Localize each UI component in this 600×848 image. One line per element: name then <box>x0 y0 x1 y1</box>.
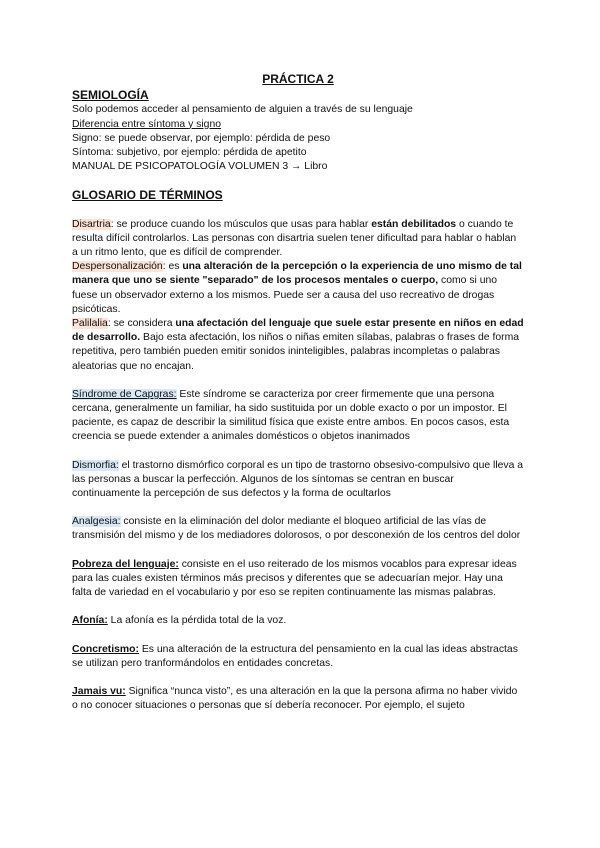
semio-line-4: Síntoma: subjetivo, por ejemplo: pérdida de apetito <box>72 147 307 159</box>
entry-text: Bajo esta afectación, los niños o niñas emiten sílabas, palabras o frases de forma repetitiva, pero también pueden emitir sonidos ininteligibles, palabras incompletas o palabras aleatorias que no encajan. <box>72 332 520 372</box>
entry-text: consiste en la eliminación del dolor mediante el bloqueo artificial de las vías de transmisión del mismo y de los mediadores dolorosos, o por desconexión de los centros del dolor <box>72 516 521 542</box>
entry-dismorfia <box>72 459 524 502</box>
term-pobreza: Pobreza del lenguaje: <box>72 558 179 570</box>
term-concretismo: Concretismo: <box>72 643 139 655</box>
entry-despersonalizacion <box>72 260 524 317</box>
entry-text: Este síndrome se caracteriza por creer firmemente que una persona cercana, generalmente un familiar, ha sido sustituida por un doble exacto o por un impostor. El paciente, es capaz de describir la similitud física que existe entre ambos. En pocos casos, esta creencia se puede extender a animales domésticos o objetos inanimados <box>72 388 510 443</box>
entry-text: o cuando te resulta difícil controlarlos. Las personas con disartria suelen tener dificultad para hablar o hablan a un ritmo lento, que es difícil de comprender. <box>72 218 517 259</box>
entry-text: Significa “nunca visto”, es una alteración en la que la persona afirma no haber vivido o no conocer situaciones o personas que sí debería reconocer. Por ejemplo, el sujeto <box>72 685 518 712</box>
entry-text: el trastorno dismórfico corporal es un tipo de trastorno obsesivo-compulsivo que lleva a las personas a buscar la perfección. Algunos de los síntomas se centran en buscar continuamente la percepción de sus defectos y la forma de ocultarlos <box>72 459 524 500</box>
entry-text: como si uno fuese un observador externo a los mismos. Puede ser a causa del uso recreativo de drogas psicóticas. <box>72 275 498 315</box>
entry-text: consiste en el uso reiterado de los mismos vocablos para expresar ideas para las cuales existen términos más precisos y diferentes que se adecuarían mejor. Hay una falta de variedad en el vocabulario y por eso se repiten continuamente las mismas palabras. <box>72 558 517 599</box>
semio-line-2: Diferencia entre síntoma y signo <box>72 118 222 130</box>
entry-text: : se produce cuando los músculos que usas para hablar <box>110 218 372 230</box>
term-dismorfia: Dismorfia: <box>72 459 119 471</box>
entry-bold: una afectación del lenguaje que suele estar presente en niños en edad de desarrollo. <box>72 318 524 344</box>
entry-analgesia <box>72 515 524 543</box>
entry-concretismo <box>72 643 524 671</box>
term-jamais-vu: Jamais vu: <box>72 685 126 697</box>
term-despersonalizacion: Despersonalización <box>72 261 163 273</box>
entry-text: : se considera <box>107 318 176 330</box>
term-palilalia: Palilalia <box>72 318 108 330</box>
term-disartria: Disartria <box>72 218 111 230</box>
semio-line-3: Signo: se puede observar, por ejemplo: pérdida de peso <box>72 132 331 144</box>
term-afonia: Afonía: <box>72 615 108 627</box>
entry-bold: una alteración de la percepción o la experiencia de uno mismo de tal manera que uno se siente "separado" de los procesos mentales o cuerpo, <box>72 261 522 287</box>
page-title: PRÁCTICA 2 <box>262 72 334 86</box>
entry-text: La afonía es la pérdida total de la voz. <box>107 615 287 627</box>
term-capgras: Síndrome de Capgras: <box>72 388 177 400</box>
section-heading-semiologia: SEMIOLOGÍA <box>72 88 149 103</box>
entry-disartria <box>72 218 524 261</box>
section-heading-glosario: GLOSARIO DE TÉRMINOS <box>72 188 223 203</box>
entry-jamais-vu <box>72 685 524 713</box>
entry-bold: están debilitados <box>371 218 457 230</box>
entry-pobreza <box>72 558 524 601</box>
entry-text: : es <box>162 261 183 273</box>
term-analgesia: Analgesia: <box>72 516 121 528</box>
semio-line-1: Solo podemos acceder al pensamiento de alguien a través de su lenguaje <box>72 104 413 116</box>
entry-afonia <box>72 614 524 628</box>
entry-text: Es una alteración de la estructura del pensamiento en la cual las ideas abstractas se utilizan pero tranformándolos en entidades concretas. <box>72 643 518 669</box>
entry-capgras <box>72 388 524 445</box>
semio-line-5: MANUAL DE PSICOPATOLOGÍA VOLUMEN 3 → Libro <box>72 161 328 173</box>
entry-palilalia <box>72 317 524 374</box>
document-body <box>72 72 524 713</box>
